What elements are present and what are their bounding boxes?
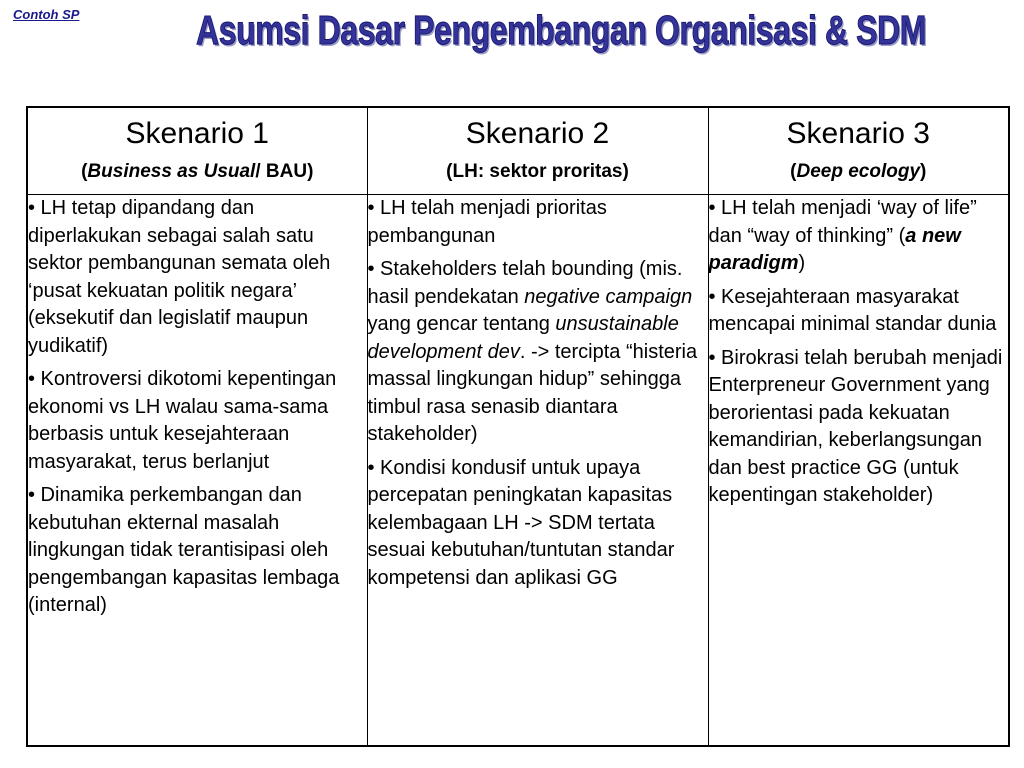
skenario-2-bullet-2 (368, 256, 708, 449)
skenario-2-bullet-2-italic-2: unsustainable development dev (367, 313, 679, 363)
skenario-3-subtitle (709, 160, 1009, 184)
skenario-3-bullet-3: • Birokrasi telah berubah menjadi Enterpreneur Government yang berorientasi pada kekuatan kemandirian, keberlangsungan dan best practice GG (untuk kepentingan stakeholder) (708, 346, 1003, 506)
skenario-2-bullet-2-part-3: . -> tercipta “histeria massal lingkungan hidup” sehingga timbul rasa senasib diantara stakeholder) (367, 340, 698, 445)
skenario-2-bullet-3: • Kondisi kondusif untuk upaya percepatan peningkatan kapasitas kelembagaan LH -> SDM tertata sesuai kebutuhan/tuntutan standar kompetensi dan aplikasi GG (367, 456, 675, 589)
skenario-1-body (27, 195, 367, 747)
skenario-1-subtitle (28, 160, 367, 184)
table-header-row (27, 107, 1009, 195)
skenario-2-bullet-2-part-1: • Stakeholders telah bounding (mis. hasil pendekatan (367, 258, 683, 308)
skenario-2-bullet-1: • LH telah menjadi prioritas pembangunan (367, 197, 607, 247)
skenario-2-body (367, 195, 708, 747)
skenario-2-title: Skenario 2 (465, 117, 610, 150)
skenario-3-sub-italic: Deep ecology (796, 161, 921, 182)
header-skenario-1 (27, 107, 367, 195)
skenario-3-sub-rest: ) (920, 161, 927, 182)
skenario-3-sub-open: ( (790, 161, 797, 182)
skenario-1-bullet-1: • LH tetap dipandang dan diperlakukan sebagai salah satu sektor pembangunan semata oleh ‘pusat kekuatan politik negara’ (eksekutif dan legislatif maupun yudikatif) (28, 197, 331, 357)
skenario-3-bullet-1-part-1: • LH telah menjadi ‘way of life” dan “way of thinking” ( (708, 197, 977, 247)
skenario-1-sub-rest: / BAU) (255, 161, 314, 182)
corner-label: Contoh SP (13, 7, 80, 22)
skenario-1-title: Skenario 1 (125, 117, 269, 150)
skenario-2-bullet-2-part-2: yang gencar tentang (367, 313, 556, 335)
skenario-1-sub-italic: Business as Usual (87, 161, 256, 182)
skenario-3-bullet-2: • Kesejahteraan masyarakat mencapai minimal standar dunia (708, 285, 997, 335)
skenario-2-bullet-2-italic-1: negative campaign (524, 285, 693, 308)
skenario-3-bullet-1 (709, 195, 1009, 278)
skenario-3-bullet-1-part-2: ) (798, 252, 806, 274)
skenario-1-bullet-3: • Dinamika perkembangan dan kebutuhan ekternal masalah lingkungan tidak terantisipasi oleh pengembangan kapasitas lembaga (internal) (28, 484, 340, 616)
skenario-1-sub-open: ( (81, 161, 88, 182)
skenario-3-title: Skenario 3 (786, 117, 930, 150)
scenario-table (26, 106, 1010, 747)
table-body-row (27, 195, 1009, 747)
skenario-2-subtitle: (LH: sektor proritas) (446, 161, 629, 182)
header-skenario-3 (708, 107, 1009, 195)
skenario-1-bullet-2: • Kontroversi dikotomi kepentingan ekonomi vs LH walau sama-sama berbasis untuk kesejahteraan masyarakat, terus berlanjut (28, 368, 337, 473)
slide-title: Asumsi Dasar Pengembangan Organisasi & SDM (196, 7, 927, 53)
header-skenario-2 (367, 107, 708, 195)
skenario-3-bullet-1-emphasis: a new paradigm (708, 224, 961, 274)
skenario-3-body (708, 195, 1009, 747)
